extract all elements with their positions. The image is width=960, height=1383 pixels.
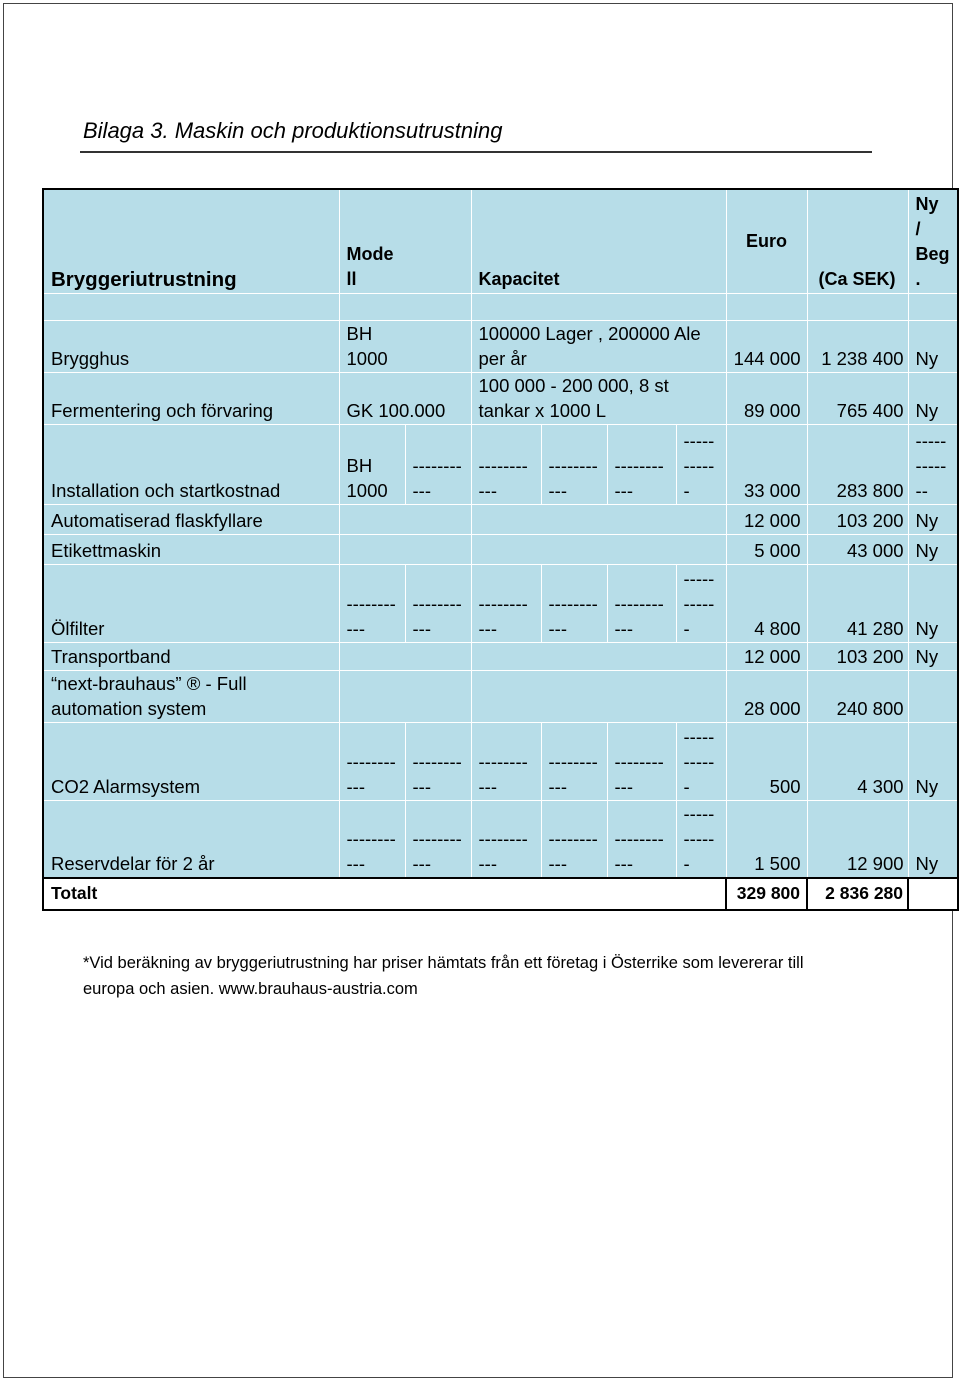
- capacity-cell: ----- ----- -: [676, 800, 726, 878]
- status-cell: Ny: [908, 504, 958, 534]
- table-row: [43, 504, 958, 534]
- capacity-cell: -------- ---: [471, 564, 541, 642]
- table-row: [43, 800, 958, 878]
- sek-cell: 765 400: [807, 372, 908, 424]
- euro-cell: 12 000: [726, 642, 807, 670]
- model-cell-secondary: -------- ---: [405, 800, 471, 878]
- total-status-cell: [908, 878, 958, 910]
- capacity-cell: -------- ---: [471, 424, 541, 504]
- status-cell: Ny: [908, 722, 958, 800]
- total-label: Totalt: [43, 878, 726, 910]
- sek-cell: 12 900: [807, 800, 908, 878]
- table-row: [43, 320, 958, 372]
- sek-cell: 43 000: [807, 534, 908, 564]
- total-euro: 329 800: [726, 878, 807, 910]
- total-sek: 2 836 280: [807, 878, 908, 910]
- empty-cell: [807, 293, 908, 320]
- spacer-row: [43, 293, 958, 320]
- model-cell: -------- ---: [339, 564, 405, 642]
- empty-cell: [908, 293, 958, 320]
- euro-cell: 500: [726, 722, 807, 800]
- header-euro: Euro: [726, 189, 807, 293]
- sek-cell: 1 238 400: [807, 320, 908, 372]
- table-row: [43, 564, 958, 642]
- footnote-line: europa och asien. www.brauhaus-austria.com: [83, 980, 418, 998]
- euro-cell: 1 500: [726, 800, 807, 878]
- equipment-cell: Automatiserad flaskfyllare: [43, 504, 339, 534]
- equipment-cell: Ölfilter: [43, 564, 339, 642]
- capacity-cell: ----- ----- -: [676, 424, 726, 504]
- model-cell: BH 1000: [339, 320, 471, 372]
- table-row: [43, 642, 958, 670]
- equipment-cell: Etikettmaskin: [43, 534, 339, 564]
- status-cell: Ny: [908, 320, 958, 372]
- model-cell-secondary: -------- ---: [405, 424, 471, 504]
- euro-cell: 28 000: [726, 670, 807, 722]
- capacity-cell: -------- ---: [541, 424, 607, 504]
- capacity-cell: -------- ---: [541, 564, 607, 642]
- model-cell: -------- ---: [339, 800, 405, 878]
- status-cell: Ny: [908, 534, 958, 564]
- capacity-cell: [471, 534, 726, 564]
- capacity-cell: -------- ---: [607, 722, 676, 800]
- total-row: [43, 878, 958, 910]
- equipment-cell: “next-brauhaus” ® - Full automation system: [43, 670, 339, 722]
- model-cell-secondary: -------- ---: [405, 722, 471, 800]
- header-capacity: Kapacitet: [471, 189, 726, 293]
- capacity-cell: -------- ---: [607, 564, 676, 642]
- equipment-cell: Brygghus: [43, 320, 339, 372]
- table-row: [43, 670, 958, 722]
- model-cell: [339, 534, 471, 564]
- capacity-cell: -------- ---: [541, 722, 607, 800]
- header-row: [43, 189, 958, 293]
- table-row: [43, 372, 958, 424]
- model-cell: [339, 670, 471, 722]
- header-equipment: Bryggeriutrustning: [43, 189, 339, 293]
- capacity-cell: 100000 Lager , 200000 Ale per år: [471, 320, 726, 372]
- status-cell: Ny: [908, 564, 958, 642]
- equipment-cell: CO2 Alarmsystem: [43, 722, 339, 800]
- euro-cell: 89 000: [726, 372, 807, 424]
- euro-cell: 5 000: [726, 534, 807, 564]
- page-title: Bilaga 3. Maskin och produktionsutrustning: [83, 118, 503, 143]
- sek-cell: 283 800: [807, 424, 908, 504]
- empty-cell: [726, 293, 807, 320]
- equipment-cell: Transportband: [43, 642, 339, 670]
- capacity-cell: -------- ---: [471, 722, 541, 800]
- equipment-cell: Reservdelar för 2 år: [43, 800, 339, 878]
- model-cell: BH 1000: [339, 424, 405, 504]
- sek-cell: 103 200: [807, 504, 908, 534]
- status-cell: Ny: [908, 642, 958, 670]
- capacity-cell: -------- ---: [471, 800, 541, 878]
- footnote-line: *Vid beräkning av bryggeriutrustning har priser hämtats från ett företag i Österrike som levererar till: [83, 954, 804, 972]
- capacity-cell: [471, 642, 726, 670]
- title-underline: [80, 151, 872, 153]
- model-cell: [339, 504, 471, 534]
- empty-cell: [43, 293, 339, 320]
- status-cell: Ny: [908, 372, 958, 424]
- euro-cell: 12 000: [726, 504, 807, 534]
- status-cell: ----- ----- --: [908, 424, 958, 504]
- capacity-cell: ----- ----- -: [676, 564, 726, 642]
- model-cell: -------- ---: [339, 722, 405, 800]
- header-model: Mode ll: [339, 189, 471, 293]
- capacity-cell: [471, 504, 726, 534]
- equipment-cell: Fermentering och förvaring: [43, 372, 339, 424]
- status-cell: [908, 670, 958, 722]
- euro-cell: 144 000: [726, 320, 807, 372]
- model-cell: GK 100.000: [339, 372, 471, 424]
- sek-cell: 240 800: [807, 670, 908, 722]
- capacity-cell: -------- ---: [541, 800, 607, 878]
- capacity-cell: 100 000 - 200 000, 8 st tankar x 1000 L: [471, 372, 726, 424]
- empty-cell: [471, 293, 726, 320]
- sek-cell: 4 300: [807, 722, 908, 800]
- euro-cell: 33 000: [726, 424, 807, 504]
- euro-cell: 4 800: [726, 564, 807, 642]
- capacity-cell: -------- ---: [607, 800, 676, 878]
- model-cell: [339, 642, 471, 670]
- header-status: Ny / Beg .: [908, 189, 958, 293]
- header-sek: (Ca SEK): [807, 189, 908, 293]
- table-row: [43, 424, 958, 504]
- sek-cell: 41 280: [807, 564, 908, 642]
- equipment-table: [42, 188, 959, 911]
- capacity-cell: -------- ---: [607, 424, 676, 504]
- status-cell: Ny: [908, 800, 958, 878]
- sek-cell: 103 200: [807, 642, 908, 670]
- table-row: [43, 534, 958, 564]
- empty-cell: [339, 293, 471, 320]
- model-cell-secondary: -------- ---: [405, 564, 471, 642]
- equipment-cell: Installation och startkostnad: [43, 424, 339, 504]
- capacity-cell: ----- ----- -: [676, 722, 726, 800]
- capacity-cell: [471, 670, 726, 722]
- table-row: [43, 722, 958, 800]
